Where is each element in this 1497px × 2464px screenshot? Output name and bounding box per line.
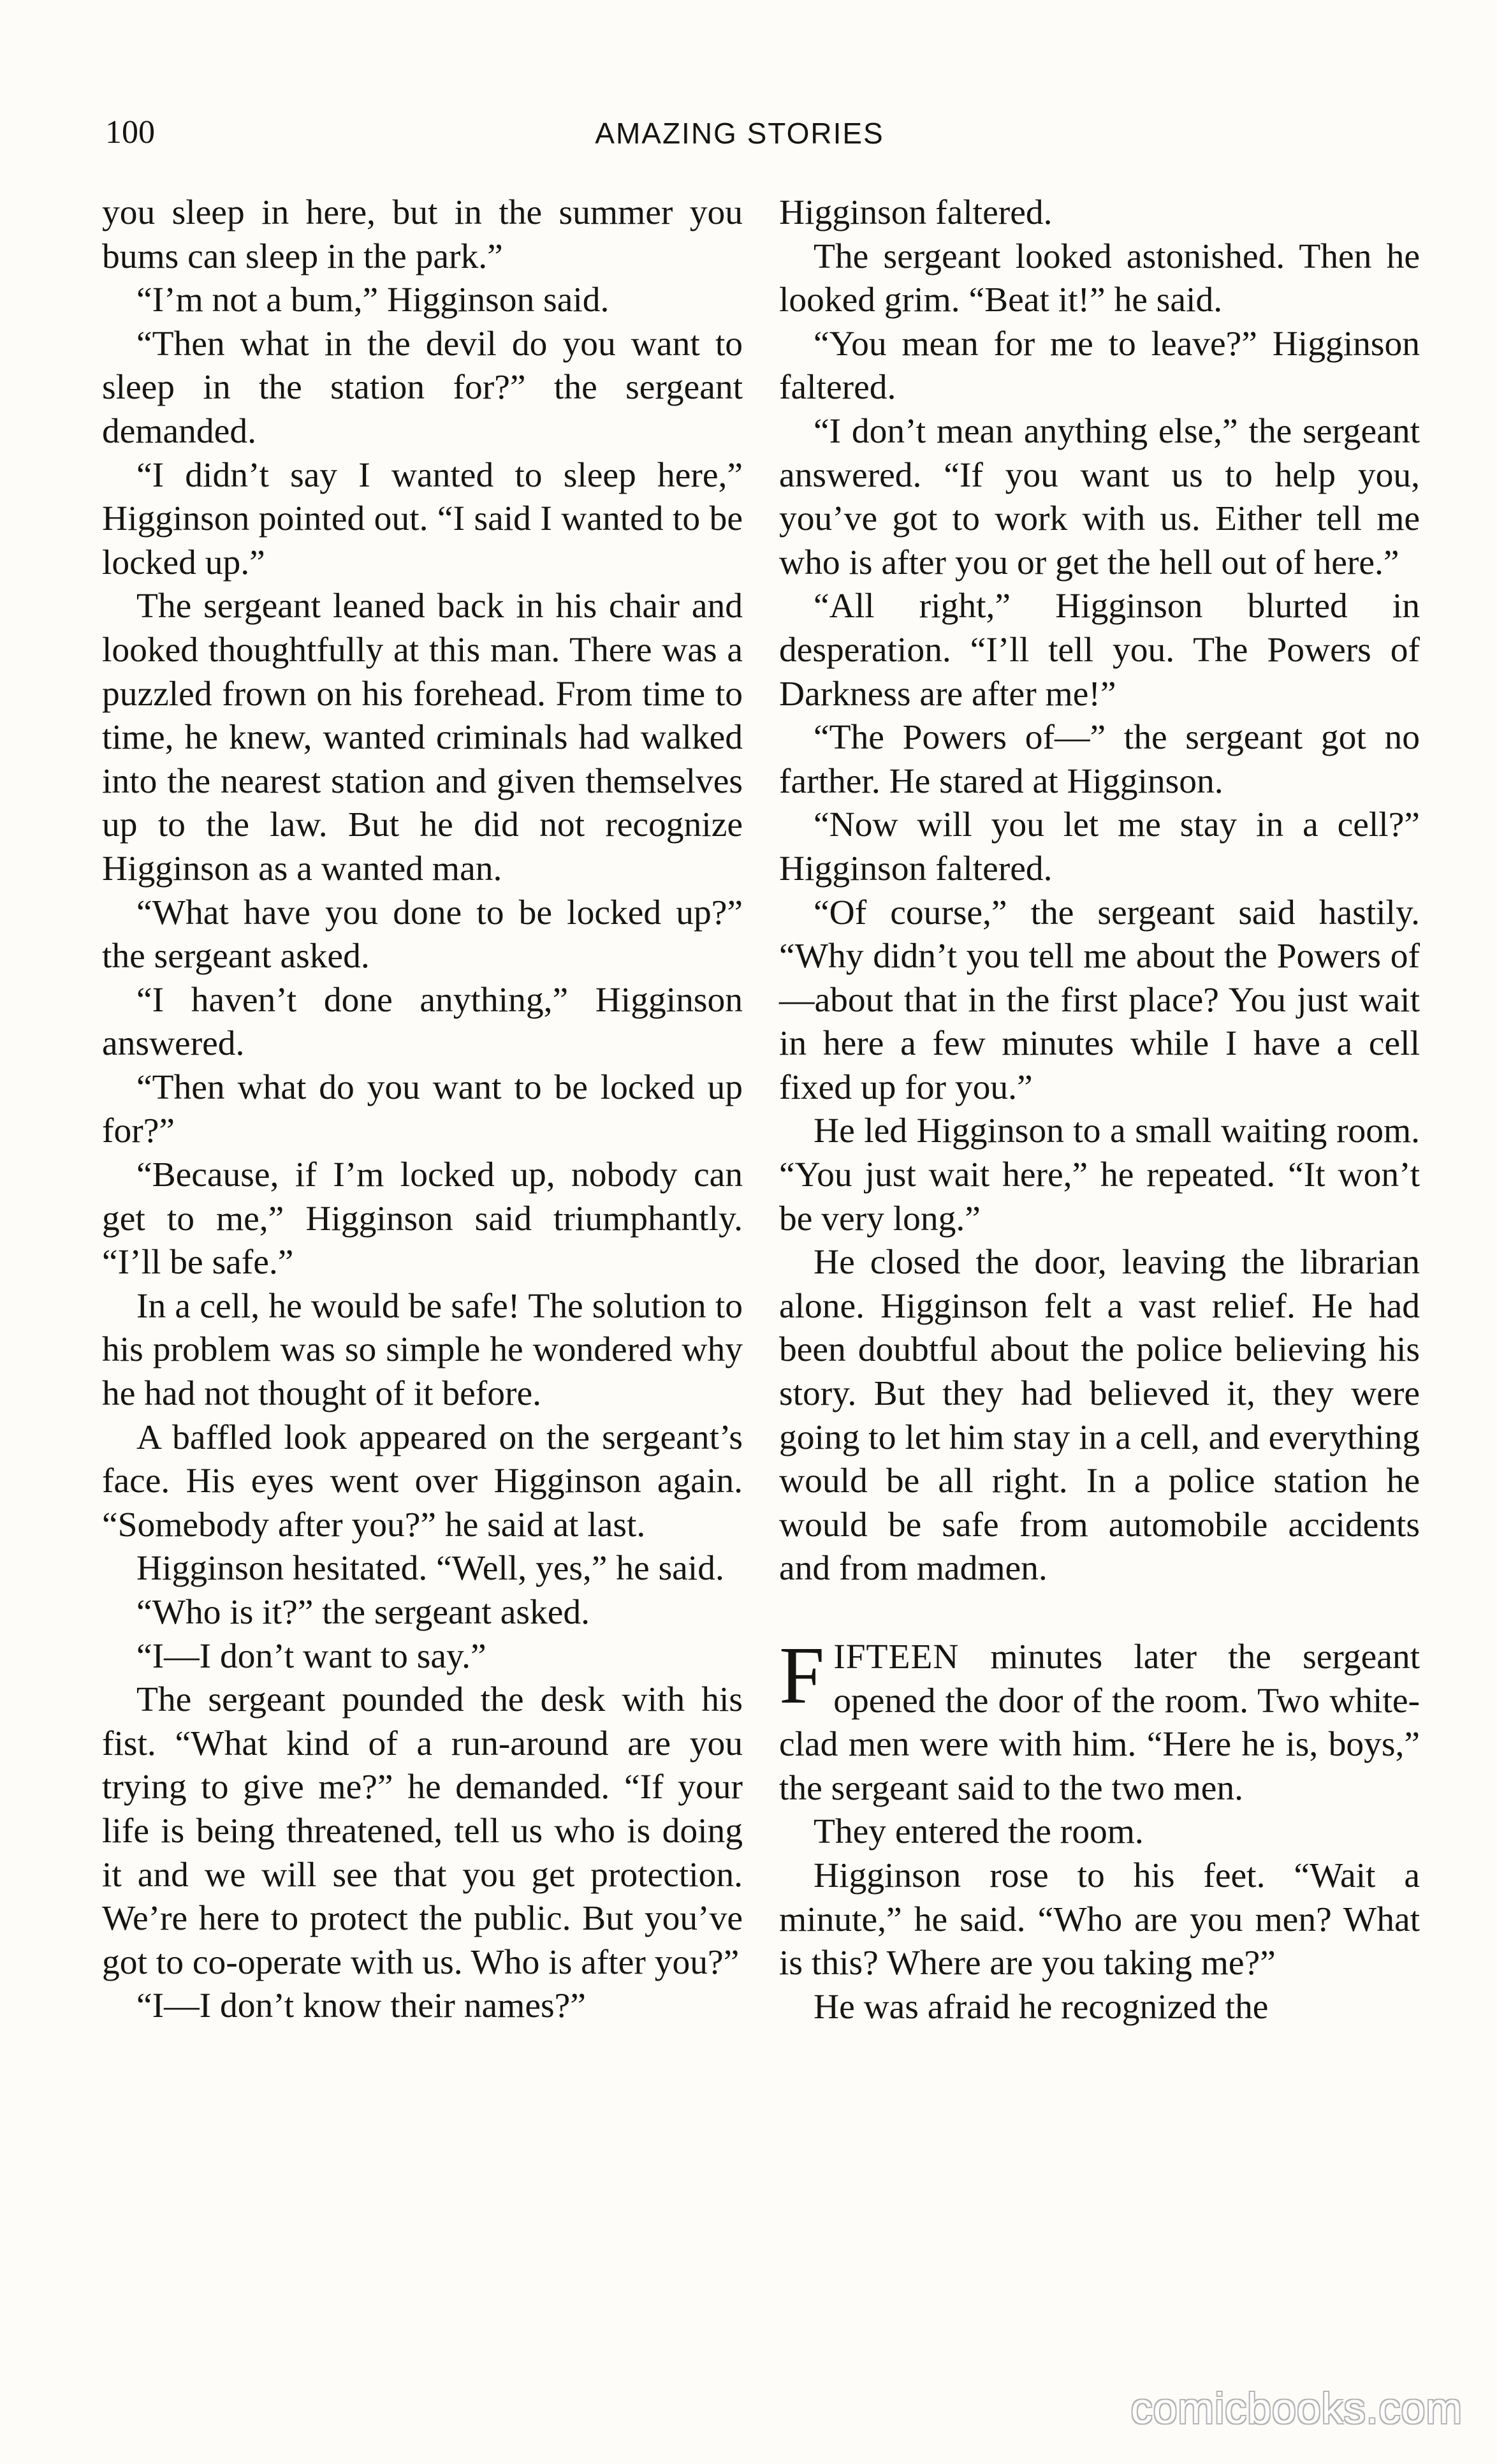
paragraph: “I don’t mean anything else,” the sergeant answered. “If you want us to help you, you’ve got to work with us. Either tell me who is after you or get the hell out of here.” — [779, 411, 1420, 582]
paragraph: “Then what in the devil do you want to sleep in the station for?” the sergeant demanded. — [102, 324, 743, 451]
paragraph: A baffled look appeared on the sergeant’s face. His eyes went over Higginson again. “Somebody after you?” he said at last. — [102, 1418, 743, 1544]
paragraph: “I didn’t say I wanted to sleep here,” Higginson pointed out. “I said I wanted to be locked up.” — [102, 455, 743, 582]
drop-cap: F — [779, 1630, 825, 1720]
paragraph: They entered the room. — [814, 1812, 1144, 1852]
paragraph: He closed the door, leaving the librarian alone. Higginson felt a vast relief. He had been doubtful about the police believing his story. But they had believed it, they were going to let him stay in a cell, and everything would be all right. In a police station he would be safe from automobile accidents and from madmen. — [779, 1243, 1420, 1588]
paragraph: “What have you done to be locked up?” the sergeant asked. — [102, 893, 743, 976]
paragraph: “You mean for me to leave?” Higginson faltered. — [779, 324, 1420, 407]
paragraph: “I haven’t done anything,” Higginson answered. — [102, 980, 743, 1064]
page-number: 100 — [105, 114, 155, 150]
paragraph: “Who is it?” the sergeant asked. — [136, 1593, 590, 1632]
paragraph: He was afraid he recognized the — [814, 1987, 1269, 2027]
paragraph: The sergeant pounded the desk with his fist. “What kind of a run-around are you trying to give me?” he demanded. “If your life is being threatened, tell us who is doing it and we will see that you get protection. We’re here to protect the public. But you’ve got to co-operate with us. Who is after you?” — [102, 1680, 743, 1982]
paragraph: Higginson faltered. — [779, 193, 1053, 232]
paragraph: “I—I don’t want to say.” — [136, 1636, 486, 1676]
section-opening-paragraph — [779, 1630, 1420, 1810]
watermark: comicbooks.com — [1130, 2384, 1463, 2433]
paragraph: The sergeant leaned back in his chair and looked thoughtfully at this man. There was a puzzled frown on his forehead. From time to time, he knew, wanted criminals had walked into the nearest station and given themselves up to the law. But he did not recognize Higginson as a wanted man. — [102, 587, 743, 888]
right-column — [779, 191, 1420, 2029]
page-header — [105, 114, 1374, 165]
paragraph: “Because, if I’m locked up, nobody can get to me,” Higginson said triumphantly. “I’ll be safe.” — [102, 1155, 743, 1282]
paragraph: “Of course,” the sergeant said hastily. “Why didn’t you tell me about the Powers of—about that in the first place? You just wait in here a few minutes while I have a cell fixed up for you.” — [779, 893, 1420, 1107]
paragraph: “I’m not a bum,” Higginson said. — [136, 281, 610, 320]
left-column — [102, 191, 743, 2028]
paragraph: “Then what do you want to be locked up for?” — [102, 1067, 743, 1151]
paragraph: Higginson rose to his feet. “Wait a minute,” he said. “Who are you men? What is this? Where are you taking me?” — [779, 1856, 1420, 1983]
paragraph: He led Higginson to a small waiting room. “You just wait here,” he repeated. “It won’t be very long.” — [779, 1111, 1420, 1238]
paragraph: you sleep in here, but in the summer you bums can sleep in the park.” — [102, 193, 743, 276]
paragraph: “All right,” Higginson blurted in desperation. “I’ll tell you. The Powers of Darkness are after me!” — [779, 587, 1420, 714]
paragraph-text: minutes later the sergeant opened the door of the room. Two white-clad men were with him. “Here he is, boys,” the sergeant said to the two men. — [779, 1638, 1420, 1808]
paragraph: The sergeant looked astonished. Then he looked grim. “Beat it!” he said. — [779, 237, 1420, 320]
running-head: AMAZING STORIES — [595, 117, 884, 150]
paragraph: Higginson hesitated. “Well, yes,” he said. — [136, 1549, 724, 1588]
lead-in: IFTEEN — [833, 1638, 960, 1676]
paragraph: “The Powers of—” the sergeant got no farther. He stared at Higginson. — [779, 718, 1420, 801]
paragraph: “I—I don’t know their names?” — [136, 1986, 586, 2026]
paragraph: “Now will you let me stay in a cell?” Higginson faltered. — [779, 805, 1420, 888]
paragraph: In a cell, he would be safe! The solution to his problem was so simple he wondered why he had not thought of it before. — [102, 1286, 743, 1414]
